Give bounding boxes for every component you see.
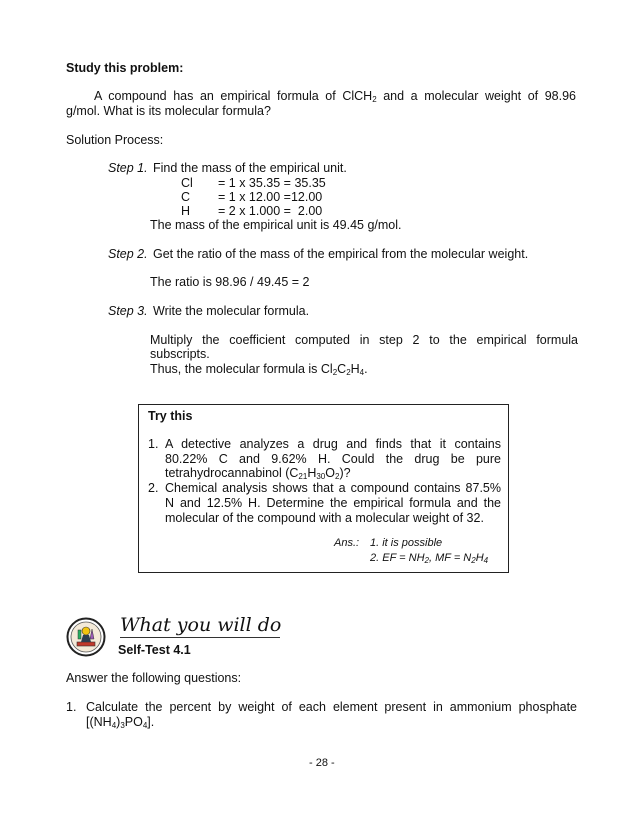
ans-text: , MF = N (428, 552, 472, 564)
problem-text-b: and a molecular weight of 98.96 (376, 89, 577, 103)
q1-line2: 80.22% C and 9.62% H. Could the drug be pure (165, 452, 501, 466)
question-1-line2 (86, 715, 154, 729)
step2-result: The ratio is 98.96 / 49.45 = 2 (150, 275, 310, 289)
problem-text-a: A compound has an empirical formula of ClCH (94, 89, 373, 103)
step1-row-calc: = 2 x 1.000 = 2.00 (218, 204, 323, 218)
q1-text: tetrahydrocannabinol (C (165, 466, 299, 480)
formula-sub: 2 (346, 368, 351, 377)
q2-number: 2. (148, 481, 159, 495)
q1-sub: 21 (298, 472, 308, 481)
step1-result: The mass of the empirical unit is 49.45 g/mol. (150, 218, 402, 232)
problem-line-2: g/mol. What is its molecular formula? (66, 104, 271, 118)
formula-sub: 2 (332, 368, 338, 377)
formula-part: H (350, 362, 360, 376)
try-this-title: Try this (148, 409, 193, 423)
step2-text: Get the ratio of the mass of the empirical from the molecular weight. (153, 247, 529, 261)
section-subtitle: Self-Test 4.1 (118, 643, 191, 657)
q-sub: 4 (142, 721, 148, 730)
question-1-line1: Calculate the percent by weight of each element present in ammonium phosphate (86, 700, 577, 714)
ans-text: H (475, 552, 484, 564)
scientist-emblem-icon (66, 617, 106, 657)
section-title: What you will do (120, 614, 282, 636)
q1-number: 1. (148, 437, 159, 451)
study-heading: Study this problem: (66, 61, 184, 75)
q-text: ]. (147, 715, 155, 729)
q-sub: 3 (120, 721, 125, 730)
q1-sub: 30 (316, 472, 326, 481)
q1-line3 (165, 466, 351, 480)
step1-row-calc: = 1 x 35.35 = 35.35 (218, 176, 326, 190)
q-text: ) (116, 715, 121, 729)
step1-row-el: Cl (181, 176, 193, 190)
step1-text: Find the mass of the empirical unit. (153, 161, 347, 175)
problem-sub: 2 (372, 95, 377, 104)
problem-line-1 (66, 89, 576, 103)
answer-1: 1. it is possible (370, 537, 443, 549)
formula-part: . (364, 362, 368, 376)
q1-sub: 2 (335, 472, 340, 481)
ans-sub: 2 (424, 556, 429, 565)
q2-line2: N and 12.5% H. Determine the empirical formula and the (165, 496, 501, 510)
answer-label: Ans.: (334, 537, 360, 549)
step1-row-calc: = 1 x 12.00 =12.00 (218, 190, 323, 204)
step3-multiply-line1: Multiply the coefficient computed in step 2 to the empirical formula (150, 333, 578, 347)
question-1-number: 1. (66, 700, 77, 714)
step2-label: Step 2. (108, 247, 148, 261)
step3-text: Write the molecular formula. (153, 304, 310, 318)
ans-sub: 2 (471, 556, 476, 565)
step1-row-el: H (181, 204, 191, 218)
step3-thus (150, 362, 368, 376)
q1-text: H (307, 466, 317, 480)
q-text: PO (124, 715, 143, 729)
thus-text: Thus, the molecular formula is Cl (150, 362, 333, 376)
q1-line1: A detective analyzes a drug and finds that it contains (165, 437, 501, 451)
ans-text: 2. EF = NH (370, 552, 425, 564)
solution-heading: Solution Process: (66, 133, 164, 147)
ans-sub: 4 (483, 556, 489, 565)
q2-line1: Chemical analysis shows that a compound contains 87.5% (165, 481, 501, 495)
section-title-underline (120, 637, 280, 638)
formula-sub: 4 (359, 368, 365, 377)
step3-multiply-line2: subscripts. (150, 347, 210, 361)
step1-label: Step 1. (108, 161, 148, 175)
questions-intro: Answer the following questions: (66, 671, 242, 685)
formula-part: C (337, 362, 347, 376)
q-sub: 4 (111, 721, 117, 730)
page-number: - 28 - (309, 757, 335, 769)
q1-text: )? (339, 466, 351, 480)
step3-label: Step 3. (108, 304, 148, 318)
q-text: [(NH (86, 715, 112, 729)
q2-line3: molecular of the compound with a molecular weight of 32. (165, 511, 484, 525)
q1-text: O (325, 466, 335, 480)
answer-2 (370, 552, 488, 564)
step1-row-el: C (181, 190, 191, 204)
